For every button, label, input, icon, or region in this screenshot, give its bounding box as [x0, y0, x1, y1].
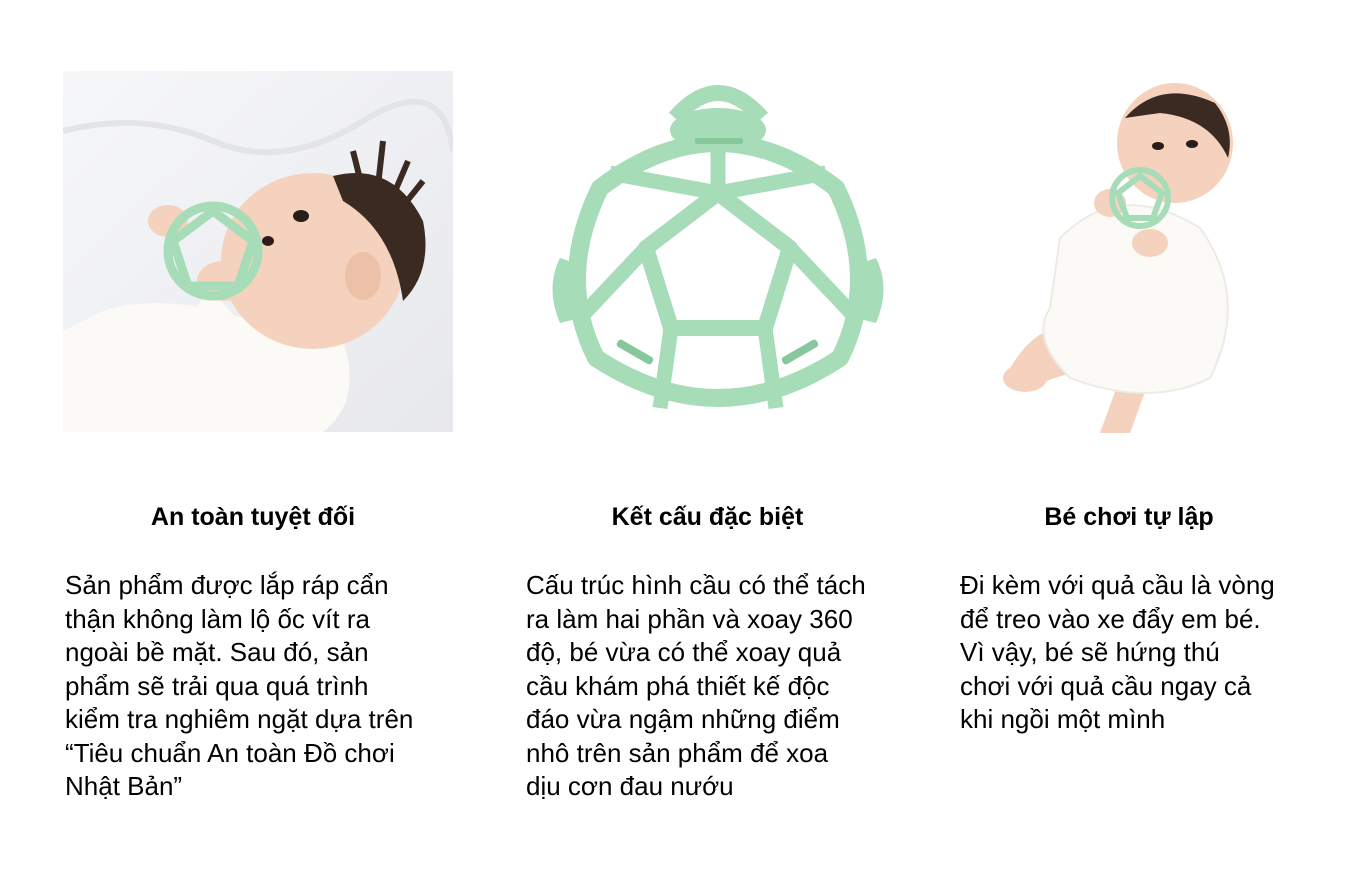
teether-product-photo: [540, 78, 896, 428]
text-line: cầu khám phá thiết kế độc: [526, 670, 830, 701]
text-line: độ, bé vừa có thể xoay quả: [526, 637, 842, 667]
text-line: Sản phẩm được lắp ráp cẩn: [65, 570, 389, 600]
feature-description-structure: [526, 569, 896, 804]
text-line: kiểm tra nghiêm ngặt dựa trên: [65, 704, 414, 734]
text-line: nhô trên sản phẩm để xoa: [526, 737, 829, 768]
text-line: dịu cơn đau nướu: [526, 771, 734, 801]
text-line: chơi với quả cầu ngay cả: [960, 670, 1252, 701]
text-line: Vì vậy, bé sẽ hứng thú: [960, 637, 1220, 667]
text-line: khi ngồi một mình: [960, 704, 1166, 734]
feature-title-independent-play: Bé chơi tự lập: [1044, 503, 1214, 531]
text-line: “Tiêu chuẩn An toàn Đồ chơi: [65, 737, 395, 768]
feature-description-safety: [65, 569, 450, 804]
text-line: ngoài bề mặt. Sau đó, sản: [65, 637, 369, 667]
baby-sitting-photo: [1000, 78, 1252, 436]
text-line: Cấu trúc hình cầu có thể tách: [526, 570, 866, 600]
baby-lying-photo: [63, 71, 453, 432]
feature-title-safety: An toàn tuyệt đối: [150, 503, 356, 531]
text-line: thận không làm lộ ốc vít ra: [65, 603, 370, 634]
text-line: để treo vào xe đẩy em bé.: [960, 603, 1261, 634]
text-line: đáo vừa ngậm những điểm: [526, 704, 840, 734]
text-line: ra làm hai phần và xoay 360: [526, 603, 853, 634]
text-line: phẩm sẽ trải qua quá trình: [65, 670, 369, 701]
feature-title-structure: Kết cấu đặc biệt: [611, 503, 804, 531]
text-line: Đi kèm với quả cầu là vòng: [960, 570, 1275, 600]
text-line: Nhật Bản”: [65, 771, 183, 801]
feature-description-independent-play: [960, 569, 1320, 737]
